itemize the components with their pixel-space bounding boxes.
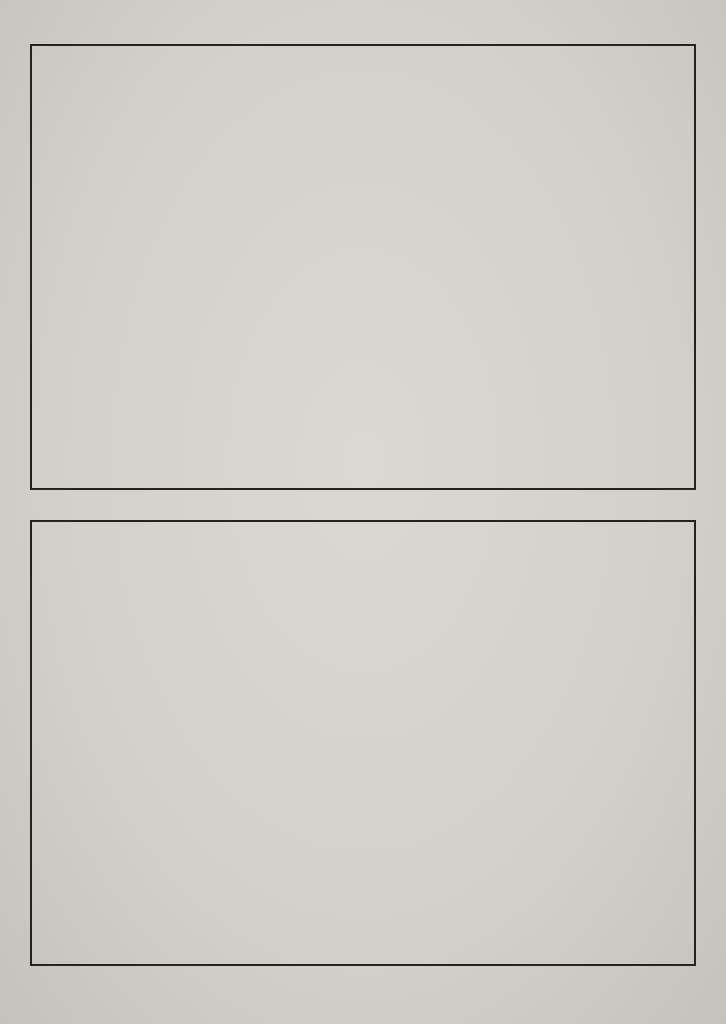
directory-table-bottom: [30, 520, 696, 966]
directory-table-top: [30, 44, 696, 490]
